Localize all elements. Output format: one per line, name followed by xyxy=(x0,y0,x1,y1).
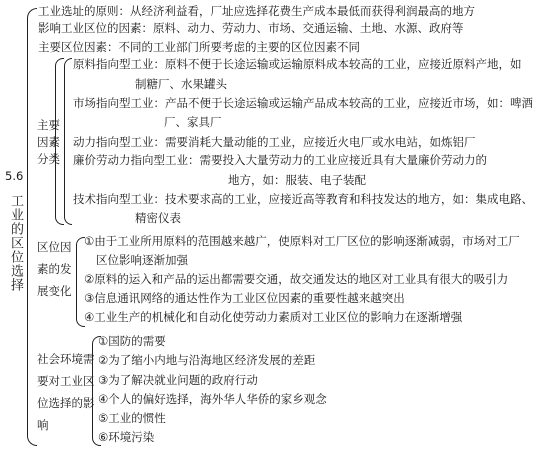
social-item-3: ③为了解决就业问题的政府行动 xyxy=(98,373,258,387)
classification-inner-bracket xyxy=(64,58,72,225)
classification-item-1-line1: 原料指向型工业：原料不便于长途运输或运输原料成本较高的工业，应接近原料产地，如 xyxy=(73,57,522,71)
change-item-2-line1: ②原料的运入和产品的运出都需要交通，故交通发达的地区对工业具有很大的吸引力 xyxy=(84,272,509,286)
outer-bracket xyxy=(27,8,37,446)
classification-item-2-line1: 市场指向型工业：产品不便于长途运输或运输产品成本较高的工业，应接近市场，如：啤酒 xyxy=(73,96,533,110)
classification-item-5-line2: 精密仪表 xyxy=(135,211,181,225)
social-item-2: ②为了缩小内地与沿海地区经济发展的差距 xyxy=(98,353,316,367)
change-item-1-line1: ①由于工业所用原料的范围越来越广，使原料对工厂区位的影响逐渐减弱，市场对工厂 xyxy=(84,234,520,248)
section-number: 5.6 xyxy=(5,169,24,183)
social-item-4: ④个人的偏好选择，海外华人华侨的家乡观念 xyxy=(98,392,327,406)
main-factor-definition: 主要区位因素：不同的工业部门所要考虑的主要的区位因素不同 xyxy=(38,40,360,54)
classification-label-text: 主要因素分类 xyxy=(37,118,60,166)
change-item-3-line1: ③信息通讯网络的通达性作为工业区位因素的重要性越来越突出 xyxy=(84,291,405,305)
classification-item-4-line1: 廉价劳动力指向型工业：需要投入大量劳动力的工业应接近具有大量廉价劳动力的 xyxy=(73,153,487,167)
social-item-1: ①国防的需要 xyxy=(98,334,166,348)
social-label xyxy=(37,348,97,436)
change-label xyxy=(37,236,75,302)
classification-item-1-line2: 制糖厂、水果罐头 xyxy=(135,77,227,91)
social-item-5: ⑤工业的惯性 xyxy=(98,411,166,425)
classification-item-2-line2: 厂、家具厂 xyxy=(164,115,222,129)
classification-item-5-line1: 技术指向型工业：技术要求高的工业，应接近高等教育和科技发达的地方，如：集成电路、 xyxy=(73,192,533,206)
social-label-text: 社会环境需要对工业区位选择的影响 xyxy=(37,352,95,432)
page-title: 工业的区位选择 xyxy=(8,194,23,292)
classification-item-4-line2: 地方，如：服装、电子装配 xyxy=(228,173,366,187)
change-label-text: 区位因素的发展变化 xyxy=(37,240,72,298)
factors-text: 影响工业区位的因素：原料、动力、劳动力、市场、交通运输、土地、水源、政府等 xyxy=(38,21,464,35)
change-item-1-line2: 区位影响逐渐加强 xyxy=(96,253,188,267)
social-item-6: ⑥环境污染 xyxy=(98,430,155,444)
change-item-4-line1: ④工业生产的机械化和自动化使劳动力素质对工业区位的影响力在逐渐增强 xyxy=(84,310,463,324)
classification-item-3-line1: 动力指向型工业：需要消耗大量动能的工业，应接近火电厂或水电站，如炼铝厂 xyxy=(73,135,476,149)
principle-text: 工业选址的原则：从经济利益看，厂址应选择花费生产成本最低而获得利润最高的地方 xyxy=(38,4,475,18)
